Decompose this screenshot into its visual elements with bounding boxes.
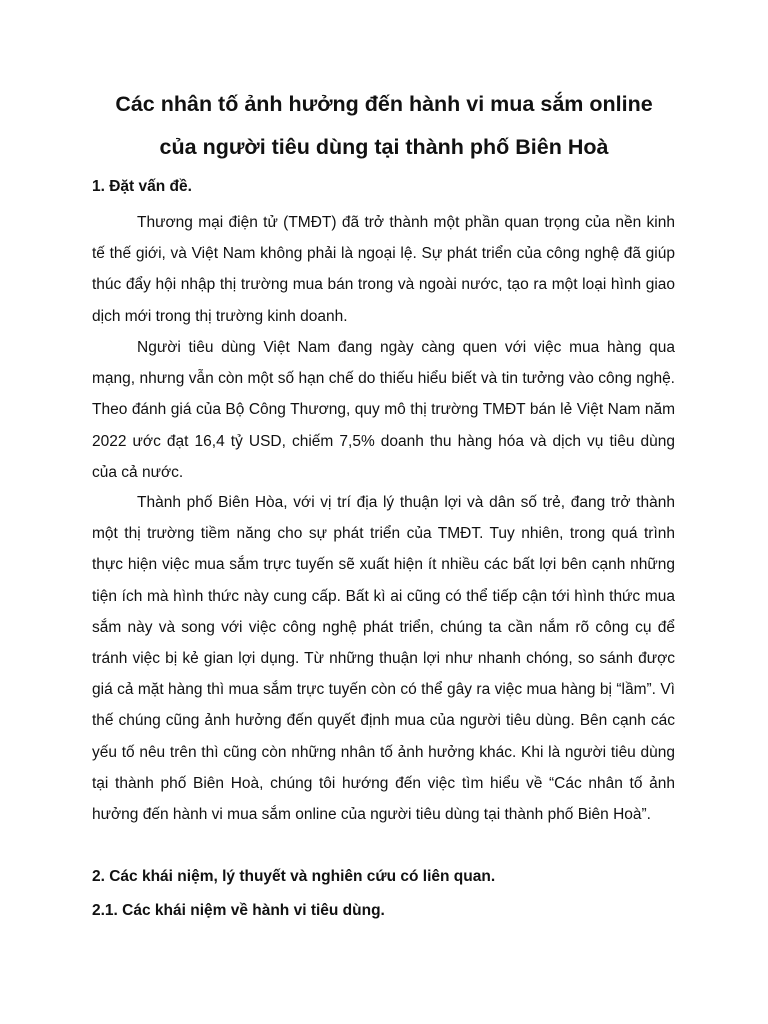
paragraph-1: Thương mại điện tử (TMĐT) đã trở thành một phần quan trọng của nền kinh tế thế giới, và Việt Nam không phải là ngoại lệ. Sự phát triển của công nghệ đã giúp thúc đẩy hội nhập thị trường mua bán trong và ngoài nước, tạo ra một loại hình giao dịch mới trong thị trường kinh doanh. [92,214,675,325]
document-title-line-1: Các nhân tố ảnh hưởng đến hành vi mua sắm online [115,92,653,116]
section-2-1-heading: 2.1. Các khái niệm về hành vi tiêu dùng. [92,902,385,919]
paragraph-2: Người tiêu dùng Việt Nam đang ngày càng quen với việc mua hàng qua mạng, nhưng vẫn còn một số hạn chế do thiếu hiểu biết và tin tưởng vào công nghệ. Theo đánh giá của Bộ Công Thương, quy mô thị trường TMĐT bán lẻ Việt Nam năm 2022 ước đạt 16,4 tỷ USD, chiếm 7,5% doanh thu hàng hóa và dịch vụ tiêu dùng của cả nước. [92,339,675,481]
section-2-heading: 2. Các khái niệm, lý thuyết và nghiên cứu có liên quan. [92,868,496,885]
document-title-line-2: của người tiêu dùng tại thành phố Biên Hoà [159,135,609,159]
section-1-heading: 1. Đặt vấn đề. [92,178,192,195]
paragraph-3: Thành phố Biên Hòa, với vị trí địa lý thuận lợi và dân số trẻ, đang trở thành một thị trường tiềm năng cho sự phát triển của TMĐT. Tuy nhiên, trong quá trình thực hiện việc mua sắm trực tuyến sẽ xuất hiện ít nhiều các bất lợi bên cạnh những tiện ích mà hình thức này cung cấp. Bất kì ai cũng có thể tiếp cận tới hình thức mua sắm này và song với việc công nghệ phát triển, chúng ta cần nắm rõ công cụ để tránh việc bị kẻ gian lợi dụng. Từ những thuận lợi như nhanh chóng, so sánh được giá cả mặt hàng thì mua sắm trực tuyến còn có thể gây ra việc mua hàng bị “lầm”. Vì thế chúng cũng ảnh hưởng đến quyết định mua của người tiêu dùng. Bên cạnh các yếu tố nêu trên thì cũng còn những nhân tố ảnh hưởng khác. Khi là người tiêu dùng tại thành phố Biên Hoà, chúng tôi hướng đến việc tìm hiểu về “Các nhân tố ảnh hưởng đến hành vi mua sắm online của người tiêu dùng tại thành phố Biên Hoà”. [92,494,675,824]
